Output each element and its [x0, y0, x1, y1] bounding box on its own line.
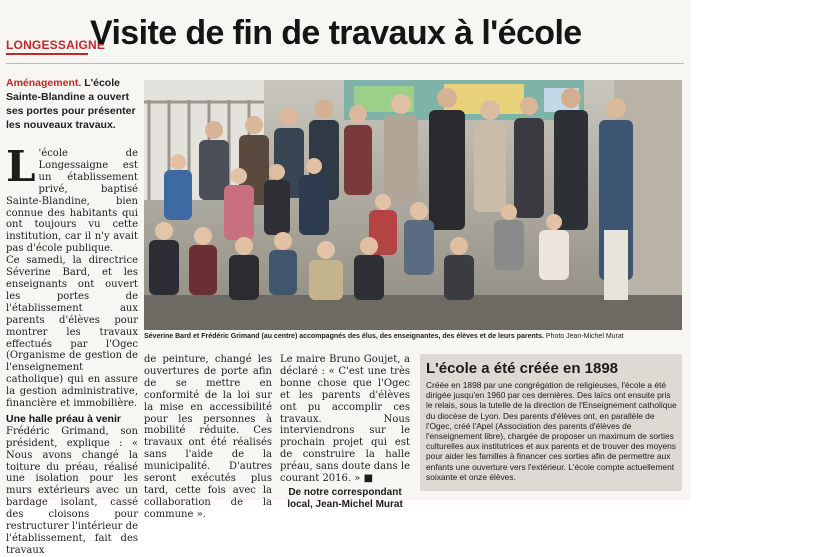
group-photo-illustration: [144, 80, 682, 330]
sidebar-box: [420, 354, 682, 491]
paragraph-text: Le maire Bruno Goujet, a déclaré : « C'est une très bonne chose que l'Ogec et les parents d'élèves ont pu accomplir ces travaux. Nous interviendrons sur le prochain projet qui est de construire la halle préau, sans doute dans le courant 2016. »: [280, 354, 410, 485]
end-mark: ■: [363, 473, 374, 485]
article-paragraph: Ce samedi, la directrice Séverine Bard, et les enseignants ont ouvert les portes de l'établissement aux parents d'élèves pour montrer les travaux effectués par l'Ogec (Organisme de gestion de l'enseignement catholique) qui en assure la gestion administrative, financière et immobilière.: [6, 255, 138, 410]
chapo: [6, 76, 138, 132]
article-column-1: [6, 142, 138, 557]
article-column-2: [144, 354, 272, 521]
section-kicker: LONGESSAIGNE: [6, 38, 106, 52]
photo-caption: [144, 333, 684, 340]
byline: De notre correspondant local, Jean-Michel Murat: [287, 486, 403, 510]
group-photo: [144, 80, 682, 330]
header-divider: [6, 63, 684, 64]
article-paragraph: [6, 142, 138, 255]
kicker-underline: [6, 53, 88, 55]
article-paragraph: [280, 354, 410, 485]
article-paragraph: de peinture, changé les ouvertures de porte afin de se mettre en conformité de la loi sur la mise en accessibilité pour les personnes à mobilité réduite. Ces travaux ont été réalisés sans l'aide de la municipalité. D'autres seront exécutés plus tard, cette fois avec la collaboration de la commune ».: [144, 354, 272, 520]
dropcap: L: [6, 142, 36, 191]
article-column-3: [280, 354, 410, 511]
photo-credit: Photo Jean-Michel Murat: [545, 333, 624, 340]
sidebar-text: Créée en 1898 par une congrégation de religieuses, l'école a été dirigée jusqu'en 1960 par ces dernières. Des laïcs ont ensuite pris le relais, sous la tutelle de la direction de l'Enseignement catholique du diocèse de Lyon. Des parents d'élèves ont, en parallèle de l'Ogec, créé l'Apel (Association des parents d'élèves de l'enseignement libre), chargée de proposer un maximum de sorties culturelles aux institutrices et aux parents et de trouver des moyens pour aider les familles à financer ces sorties afin de permettre aux enfants une ouverture vers l'extérieur. L'école compte actuellement soixante et onze élèves.: [426, 380, 677, 482]
sidebar-title: L'école a été créée en 1898: [426, 360, 619, 377]
chapo-text: L'école Sainte-Blandine a ouvert ses portes pour présenter les nouveaux travaux.: [6, 77, 136, 131]
caption-text: Séverine Bard et Frédéric Grimand (au centre) accompagnés des élus, des enseignantes, des élèves et de leurs parents.: [144, 333, 544, 340]
headline: Visite de fin de travaux à l'école: [90, 14, 582, 52]
subheading: Une halle préau à venir: [6, 412, 121, 425]
paragraph-text: 'école de Longessaigne est un établissement privé, baptisé Sainte-Blandine, bien connue des habitants qui ont toujours vu cette institution, car il n'y avait pas d'école publique.: [6, 148, 138, 255]
chapo-lead: Aménagement.: [6, 77, 82, 89]
article-paragraph: Frédéric Grimand, son président, explique : « Nous avons changé la toiture du préau, réalisé une isolation pour les murs extérieurs avec un bardage isolant, cassé des cloisons pour restructurer l'intérieur de l'établissement, fait des travaux: [6, 425, 138, 556]
